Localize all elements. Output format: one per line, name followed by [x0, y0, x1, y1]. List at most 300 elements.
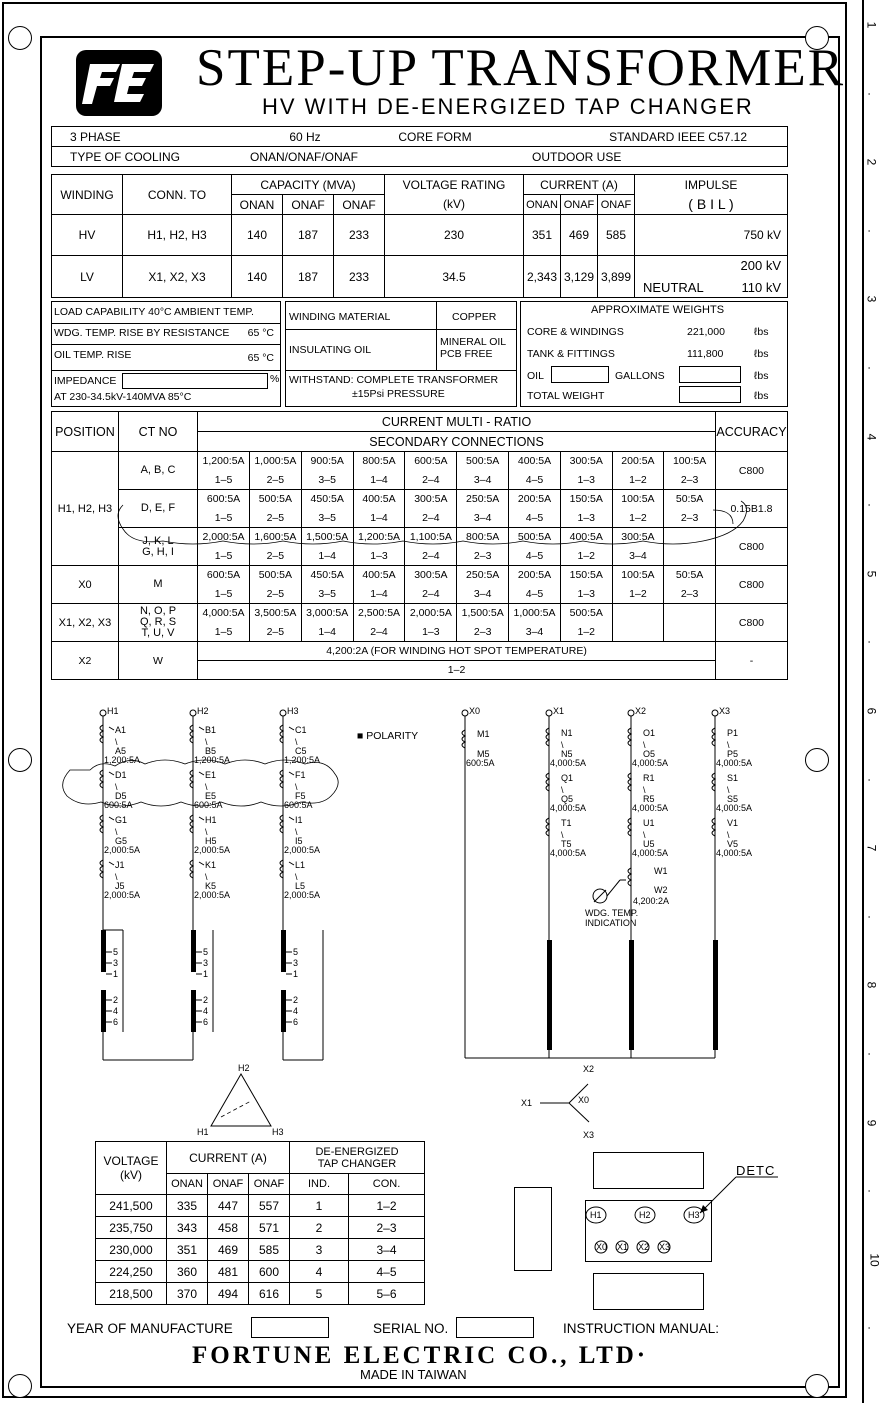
ct-ratio: 500:5A: [249, 566, 301, 585]
tank-fittings-value: 111,800: [687, 348, 724, 360]
lv-conn: X1, X2, X3: [123, 256, 232, 298]
name-plate-position-box: [593, 1152, 704, 1189]
ct-start-label: D1: [115, 770, 127, 780]
ruler-mark: ·: [863, 914, 877, 919]
ruler-mark: ·: [863, 91, 877, 96]
h-voltage: VOLTAGE RATING: [385, 175, 524, 195]
ct-ratio: 1,500:5A: [301, 528, 353, 547]
ct-start-label: N1: [561, 728, 573, 738]
ct-tap: 1–4: [301, 623, 353, 642]
tap-cell: 481: [208, 1261, 249, 1283]
h-tap-onaf1: ONAF: [208, 1174, 249, 1195]
terminal-label: H2: [197, 706, 209, 716]
terminal-X1: [546, 710, 552, 716]
winding-tap: 2: [113, 995, 119, 1005]
ct-start-label: G1: [115, 815, 128, 825]
company-name: FORTUNE ELECTRIC CO., LTD·: [192, 1342, 649, 1369]
insulating-oil-label: INSULATING OIL: [289, 344, 372, 356]
wye-label: X1: [521, 1098, 533, 1108]
withstand-pressure: ±15Psi PRESSURE: [352, 388, 445, 400]
ruler-mark: 4: [864, 433, 879, 440]
lv-cap-onan: 140: [232, 256, 283, 298]
ct-tap: 3–5: [301, 471, 353, 490]
tank-fittings-label: TANK & FITTINGS: [527, 348, 615, 360]
winding-tap: 6: [113, 1017, 119, 1027]
ct-ratio-label: 4,000:5A: [716, 758, 753, 768]
tap-cell: 3–4: [349, 1239, 425, 1261]
tap-cell: 616: [249, 1283, 290, 1305]
ct-ratio-label: 1,200:5A: [194, 755, 231, 765]
h-tap-voltage: [96, 1142, 167, 1195]
ct-tap: 1–5: [198, 585, 250, 604]
ct-tap-mark: \: [727, 830, 730, 840]
ct-ratio-label: 4,000:5A: [632, 848, 669, 858]
lv-i-onaf1: 3,129: [561, 256, 598, 298]
ct-ratio-label: 600:5A: [284, 800, 313, 810]
ct-ratio: 50:5A: [664, 490, 716, 509]
bushing-label: X0: [596, 1242, 608, 1252]
ct-ratio: 100:5A: [612, 566, 664, 585]
ct-end-label: E5: [205, 791, 217, 801]
hv-i-onan: 351: [524, 215, 561, 256]
tap-cell: 585: [249, 1239, 290, 1261]
wdg-rise-value: 65 °C: [247, 327, 274, 339]
wdg-temp-label: WDG. TEMP.: [585, 908, 639, 918]
winding-tap: 6: [293, 1017, 299, 1027]
winding-material-label: WINDING MATERIAL: [289, 311, 391, 323]
ct-ratio: 1,000:5A: [249, 452, 301, 471]
tap-cell: 1–2: [349, 1195, 425, 1217]
tap-cell: 241,500: [96, 1195, 167, 1217]
ct-tap-mark: \: [561, 785, 564, 795]
lv-kv: 34.5: [385, 256, 524, 298]
ct-tap: 2–3: [457, 547, 509, 566]
ct-tap: 2–5: [249, 585, 301, 604]
ct-tap-mark: \: [205, 872, 208, 882]
tap-row: [96, 1195, 425, 1217]
winding-tap: 3: [203, 958, 209, 968]
ct-start-label: H1: [205, 815, 217, 825]
ct-ratio-label: 4,000:5A: [550, 803, 587, 813]
use: OUTDOOR USE: [510, 147, 788, 167]
ct-ratio: 600:5A: [405, 452, 457, 471]
core-windings-label: CORE & WINDINGS: [527, 326, 624, 338]
cooling-label: TYPE OF COOLING: [52, 147, 251, 167]
tap-row: [96, 1261, 425, 1283]
lv-i-onan: 2,343: [524, 256, 561, 298]
hv-winding-upper: [191, 930, 196, 972]
h-tap-current: CURRENT (A): [167, 1142, 290, 1174]
frequency: 60 Hz: [250, 127, 360, 147]
tap-cell: 218,500: [96, 1283, 167, 1305]
winding-tap: 1: [293, 969, 299, 979]
ct-ratio: 400:5A: [560, 528, 612, 547]
ct-start-label: L1: [295, 860, 306, 870]
ct-tap: 2–5: [249, 509, 301, 528]
ct-ratio: 250:5A: [457, 566, 509, 585]
hv-kv: 230: [385, 215, 524, 256]
ruler-mark: 6: [864, 707, 879, 715]
ct-start-label: F1: [295, 770, 306, 780]
winding-tap: 2: [293, 995, 299, 1005]
ct-tap-mark: \: [727, 740, 730, 750]
ct-start-label: V1: [727, 818, 739, 828]
ct-end-label: D5: [115, 791, 127, 801]
year-label: YEAR OF MANUFACTURE: [67, 1321, 233, 1336]
ct-ratio: 300:5A: [405, 490, 457, 509]
winding-tap: 4: [293, 1006, 299, 1016]
ct-accuracy: C800: [715, 604, 787, 642]
terminal-label: X2: [635, 706, 647, 716]
h-detc-line1: DE-ENERGIZED: [315, 1145, 399, 1158]
bushing-label: H1: [590, 1210, 602, 1220]
tap-cell: 360: [167, 1261, 208, 1283]
tap-cell: 351: [167, 1239, 208, 1261]
lbs-2: ℓbs: [754, 348, 769, 360]
detc-label: DETC: [736, 1163, 776, 1178]
ct-position: H1, H2, H3: [52, 452, 119, 566]
ct-position: X0: [52, 566, 119, 604]
h-bil: ( B I L ): [635, 195, 788, 215]
ct-ratio: 1,200:5A: [198, 452, 250, 471]
tap-cell: 458: [208, 1217, 249, 1239]
ruler-mark: ·: [863, 1189, 877, 1194]
ct-tap-mark: \: [561, 830, 564, 840]
tap-cell: 224,250: [96, 1261, 167, 1283]
ct-tap: 3–4: [457, 471, 509, 490]
ct-end-label: H5: [205, 836, 217, 846]
ct-end-label: G5: [115, 836, 128, 846]
terminal-X2: [628, 710, 634, 716]
hv-winding-lower: [101, 990, 106, 1032]
ct-ratio: 500:5A: [560, 604, 612, 623]
ct-tap: 2–3: [664, 585, 716, 604]
ct-ratio-label: 2,000:5A: [104, 890, 141, 900]
tap-cell: 4–5: [349, 1261, 425, 1283]
ct-tap-mark: \: [295, 827, 298, 837]
ct-accuracy: -: [715, 642, 787, 680]
ct-ratio: 3,000:5A: [301, 604, 353, 623]
ct-end-label: P5: [727, 749, 739, 759]
ct-tap: 1–3: [353, 547, 405, 566]
ct-tap: 3–4: [457, 585, 509, 604]
bushing-label: X1: [617, 1242, 629, 1252]
ct-number: W: [118, 642, 197, 680]
ct-start-label: Q1: [561, 773, 574, 783]
winding-tap: 1: [113, 969, 119, 979]
ct-tap: 1–5: [198, 623, 250, 642]
ct-ratio: 900:5A: [301, 452, 353, 471]
pcb-free: PCB FREE: [440, 348, 493, 360]
tap-row: [96, 1217, 425, 1239]
ct-ratio-label: 2,000:5A: [104, 845, 141, 855]
h-detc-line2: TAP CHANGER: [317, 1157, 397, 1170]
terminal-label: H3: [287, 706, 299, 716]
ct-ratio-label: 600:5A: [466, 758, 495, 768]
wye-label: X3: [583, 1130, 595, 1140]
ruler-mark: ·: [863, 1326, 877, 1331]
ct-tap: 2–5: [249, 547, 301, 566]
ct-lead: [109, 772, 114, 775]
h-position: POSITION: [52, 412, 119, 452]
ct-lead: [199, 817, 204, 820]
polarity-legend: ■ POLARITY: [357, 730, 419, 742]
ct-start-label: E1: [205, 770, 217, 780]
ct-tap: 1–2: [612, 509, 664, 528]
tap-cell: 571: [249, 1217, 290, 1239]
ct-tap-x2: 1–2: [198, 661, 716, 680]
wye-label: X0: [578, 1095, 590, 1105]
tap-cell: 5–6: [349, 1283, 425, 1305]
h-cur-onan: ONAN: [524, 195, 561, 215]
ct-tap: 1–2: [612, 471, 664, 490]
ct-ratio: 800:5A: [353, 452, 405, 471]
h-tap-ind: IND.: [290, 1174, 349, 1195]
ruler-mark: ·: [863, 503, 877, 508]
ct-number-line: N, O, P: [139, 605, 177, 617]
ct-ratio: 600:5A: [198, 490, 250, 509]
ct-start-label: T1: [561, 818, 572, 828]
h-ct-no: CT NO: [118, 412, 197, 452]
ct-tap: 1–4: [353, 471, 405, 490]
h-tap-onan: ONAN: [167, 1174, 208, 1195]
year-field: [251, 1317, 329, 1338]
ruler-mark: ·: [863, 640, 877, 645]
winding-tap: 4: [203, 1006, 209, 1016]
ct-tap-mark: \: [115, 827, 118, 837]
winding-tap: 3: [113, 958, 119, 968]
ct-end-label: F5: [295, 791, 306, 801]
ct-tap-mark: \: [561, 740, 564, 750]
h-cur-onaf1: ONAF: [561, 195, 598, 215]
temp-lead: [607, 880, 620, 896]
hv-cap-onan: 140: [232, 215, 283, 256]
ct-start-label: O1: [643, 728, 656, 738]
terminal-label: X1: [553, 706, 565, 716]
revision-cloud-table: [118, 501, 747, 544]
ct-ratio-label: 2,000:5A: [194, 890, 231, 900]
delta-label: H2: [238, 1063, 250, 1073]
ct-end-label: R5: [643, 794, 655, 804]
ct-ratio: 100:5A: [612, 490, 664, 509]
ct-tap: 4–5: [509, 547, 561, 566]
phase: 3 PHASE: [52, 127, 251, 147]
lv-cap-onaf2: 233: [334, 256, 385, 298]
impedance-at: AT 230-34.5kV-140MVA 85°C: [54, 391, 192, 403]
ct-ratio: 200:5A: [509, 566, 561, 585]
hv-cap-onaf1: 187: [283, 215, 334, 256]
ct-tap-mark: \: [727, 785, 730, 795]
h-tap-con: CON.: [349, 1174, 425, 1195]
ct-tap: 2–4: [353, 623, 405, 642]
ct-end-label: W2: [654, 885, 668, 895]
ct-tap: 1–3: [405, 623, 457, 642]
ruler-mark: ·: [863, 228, 877, 233]
ct-ratio: 1,000:5A: [509, 604, 561, 623]
ct-tap-mark: \: [295, 782, 298, 792]
ruler-mark: 7: [864, 844, 879, 852]
made-in: MADE IN TAIWAN: [360, 1367, 467, 1382]
ct-accuracy: C800: [715, 566, 787, 604]
ct-lead: [199, 727, 204, 730]
lv-neutral: NEUTRAL: [643, 280, 704, 295]
ct-ratio: 1,500:5A: [457, 604, 509, 623]
core-windings-value: 221,000: [687, 326, 725, 338]
ct-ratio: 300:5A: [405, 566, 457, 585]
ct-ratio: 150:5A: [560, 566, 612, 585]
tap-cell: 2–3: [349, 1217, 425, 1239]
ruler-mark: 5: [864, 570, 879, 578]
lv-side-box: [514, 1187, 552, 1271]
ct-end-label: B5: [205, 746, 217, 756]
h-onan: ONAN: [232, 195, 283, 215]
winding-tap: 3: [293, 958, 299, 968]
ct-end-label: I5: [295, 836, 303, 846]
delta-symbol: [211, 1074, 271, 1126]
ct-end-label: N5: [561, 749, 573, 759]
ct-ratio: 300:5A: [560, 452, 612, 471]
ct-tap-mark: \: [115, 737, 118, 747]
terminal-H2: [190, 710, 196, 716]
bushing-panel: [585, 1200, 712, 1262]
withstand: WITHSTAND: COMPLETE TRANSFORMER: [289, 374, 499, 386]
ct-ratio-label: 4,000:5A: [632, 803, 669, 813]
ct-start-label: J1: [115, 860, 125, 870]
ct-end-label: V5: [727, 839, 739, 849]
ct-tap-mark: \: [295, 872, 298, 882]
ct-tap: 1–2: [612, 585, 664, 604]
ct-end-label: M5: [477, 749, 490, 759]
winding-tap: 5: [293, 947, 299, 957]
h-tap-voltage-label: VOLTAGE: [103, 1154, 159, 1168]
ct-tap: 1–4: [301, 547, 353, 566]
ct-tap-mark: \: [643, 830, 646, 840]
ct-tap: 1–4: [353, 509, 405, 528]
ct-end-label: T5: [561, 839, 572, 849]
ct-ratio: 2,000:5A: [405, 604, 457, 623]
lv-winding: [713, 940, 718, 1050]
ct-ratio: 500:5A: [509, 528, 561, 547]
ct-ratio-label: 1,200:5A: [104, 755, 141, 765]
ct-tap: 1–3: [560, 471, 612, 490]
ct-ratio-label: 4,000:5A: [716, 848, 753, 858]
ct-number-line: Q, R, S: [139, 616, 177, 628]
ct-ratio: 1,600:5A: [249, 528, 301, 547]
terminal-label: H1: [107, 706, 119, 716]
hv-winding-upper: [101, 930, 106, 972]
h-conn: CONN. TO: [123, 175, 232, 215]
hv-cap-onaf2: 233: [334, 215, 385, 256]
delta-label: H1: [197, 1127, 209, 1137]
ct-end-label: K5: [205, 881, 217, 891]
tap-cell: 370: [167, 1283, 208, 1305]
ct-lead: [109, 727, 114, 730]
wye-leg: [569, 1103, 589, 1122]
ct-ratio: 250:5A: [457, 490, 509, 509]
ct-ratio-x2: 4,200:2A (FOR WINDING HOT SPOT TEMPERATURE): [198, 642, 716, 661]
tap-cell: 600: [249, 1261, 290, 1283]
ct-tap: 2–5: [249, 623, 301, 642]
terminal-X3: [712, 710, 718, 716]
ct-lead: [289, 727, 294, 730]
ct-tap: 1–5: [198, 471, 250, 490]
tap-cell: 4: [290, 1261, 349, 1283]
wdg-rise-label: WDG. TEMP. RISE BY RESISTANCE: [54, 327, 230, 339]
ct-tap: 3–4: [612, 547, 664, 566]
h-current: CURRENT (A): [524, 175, 635, 195]
ct-lead: [109, 817, 114, 820]
winding-tap: 5: [203, 947, 209, 957]
h-onaf1: ONAF: [283, 195, 334, 215]
tap-cell: 1: [290, 1195, 349, 1217]
ct-ratio: 450:5A: [301, 566, 353, 585]
ct-ratio: 2,500:5A: [353, 604, 405, 623]
ct-tap: 3–5: [301, 585, 353, 604]
ct-ratio: 150:5A: [560, 490, 612, 509]
ct-tap: 1–4: [353, 585, 405, 604]
ct-tap-mark: \: [115, 782, 118, 792]
ct-tap: 3–4: [509, 623, 561, 642]
ct-tap: 1–2: [560, 547, 612, 566]
plate-title: STEP-UP TRANSFORMER: [196, 39, 846, 97]
ct-start-label: W1: [654, 866, 668, 876]
ct-tap: 1–3: [560, 585, 612, 604]
terminal-H1: [100, 710, 106, 716]
ct-start-label: I1: [295, 815, 303, 825]
tap-cell: 447: [208, 1195, 249, 1217]
ct-ratio-label: 1,200:5A: [284, 755, 321, 765]
ct-lead: [199, 772, 204, 775]
ct-ratio-label: 600:5A: [194, 800, 223, 810]
terminal-label: X0: [469, 706, 481, 716]
ct-ratio: 400:5A: [353, 566, 405, 585]
lbs-3: ℓbs: [754, 370, 769, 382]
delta-label: H3: [272, 1127, 284, 1137]
ct-start-label: K1: [205, 860, 217, 870]
ct-ratio: 2,000:5A: [198, 528, 250, 547]
gallons-label: GALLONS: [615, 370, 665, 382]
ct-ratio: 3,500:5A: [249, 604, 301, 623]
tap-row: [96, 1239, 425, 1261]
lv-winding: [629, 940, 634, 1050]
h-tap-onaf2: ONAF: [249, 1174, 290, 1195]
winding-material-value: COPPER: [452, 311, 497, 323]
h-tap-kv: (kV): [120, 1168, 142, 1182]
hv-bil: 750 kV: [635, 215, 788, 256]
ct-start-label: S1: [727, 773, 739, 783]
ct-accuracy: C800: [715, 528, 787, 566]
ct-ratio-label: 2,000:5A: [284, 890, 321, 900]
lv-bil-neutral: 110 kV: [741, 280, 781, 295]
serial-field: [456, 1317, 534, 1338]
ct-tap: 2–4: [405, 547, 457, 566]
ct-ratio: 400:5A: [509, 452, 561, 471]
ct-ratio: 300:5A: [612, 528, 664, 547]
tap-cell: 343: [167, 1217, 208, 1239]
ct-end-label: O5: [643, 749, 656, 759]
manual-label: INSTRUCTION MANUAL:: [563, 1321, 720, 1336]
hv-winding-lower: [281, 990, 286, 1032]
ct-tap: 2–4: [405, 471, 457, 490]
ct-tap: 4–5: [509, 585, 561, 604]
winding-tap: 5: [113, 947, 119, 957]
ct-end-label: L5: [295, 881, 306, 891]
ct-ratio-label: 4,200:2A: [633, 896, 670, 906]
hv-i-onaf2: 585: [598, 215, 635, 256]
ct-ratio: 400:5A: [353, 490, 405, 509]
ct-lead: [289, 862, 294, 865]
ct-start-label: M1: [477, 729, 490, 739]
